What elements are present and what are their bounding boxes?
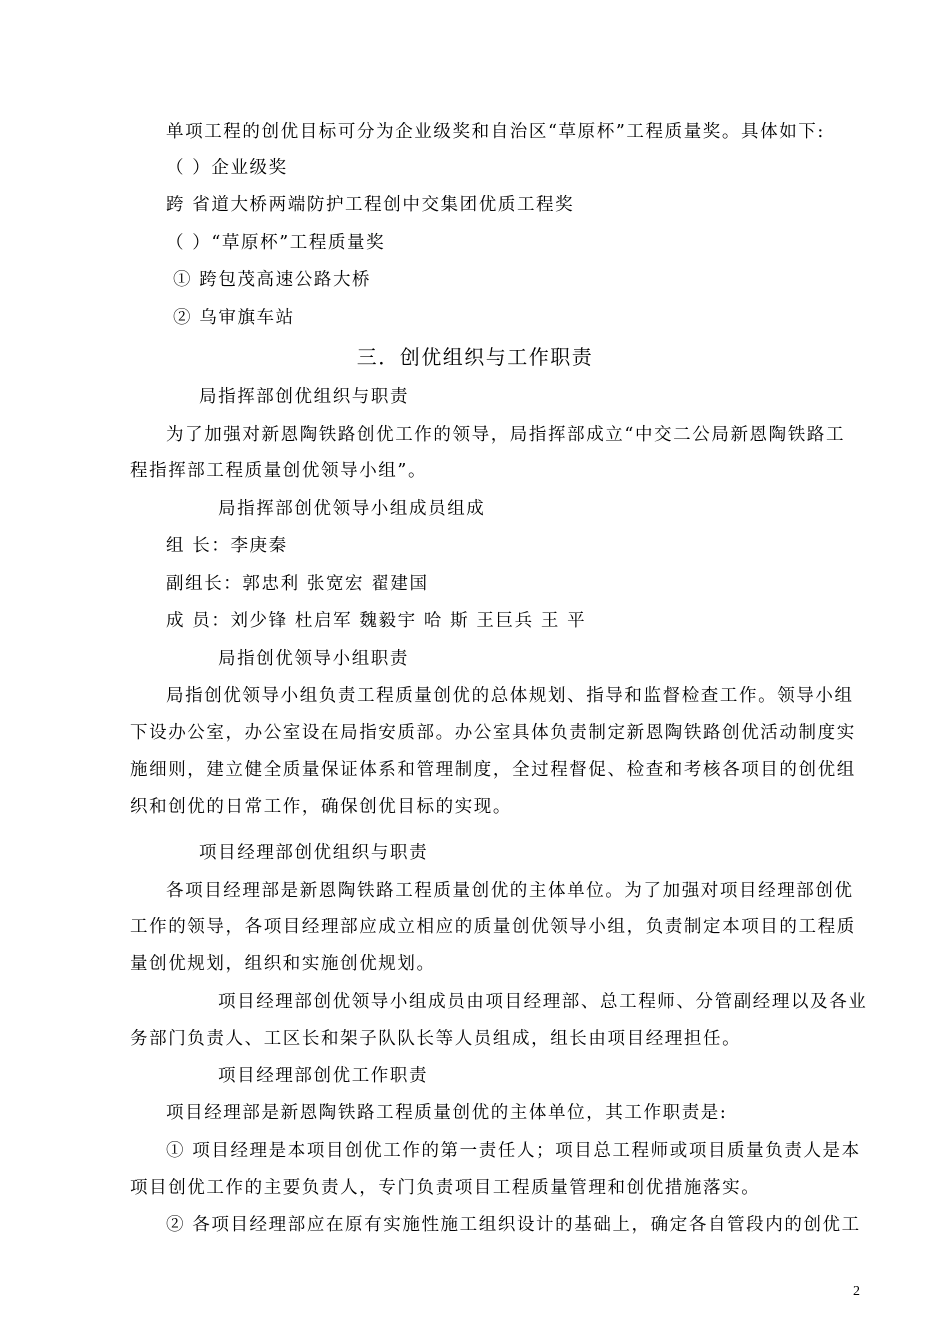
text-line: 单项工程的创优目标可分为企业级奖和自治区“草原杯”工程质量奖。具体如下:	[166, 122, 825, 142]
text-line: （ ）企业级奖	[166, 158, 288, 178]
text-line: 跨 省道大桥两端防护工程创中交集团优质工程奖	[166, 195, 575, 215]
list-item: ① 跨包茂高速公路大桥	[173, 270, 372, 290]
subheading: 项目经理部创优工作职责	[218, 1066, 429, 1086]
subheading: 项目经理部创优组织与职责	[199, 843, 429, 863]
list-item: ② 各项目经理部应在原有实施性施工组织设计的基础上，确定各自管段内的创优工	[166, 1215, 861, 1235]
text-line: 务部门负责人、工区长和架子队队长等人员组成，组长由项目经理担任。	[130, 1029, 742, 1049]
text-line: 织和创优的日常工作，确保创优目标的实现。	[130, 797, 512, 817]
text-line: 局指创优领导小组负责工程质量创优的总体规划、指导和监督检查工作。领导小组	[166, 686, 854, 706]
text-line: 程指挥部工程质量创优领导小组”。	[130, 461, 428, 481]
list-item: ② 乌审旗车站	[173, 308, 295, 328]
text-line: 量创优规划，组织和实施创优规划。	[130, 954, 436, 974]
member-line: 组 长：李庚秦	[166, 536, 288, 556]
text-line: 项目创优工作的主要负责人，专门负责项目工程质量管理和创优措施落实。	[130, 1178, 761, 1198]
subheading: 局指创优领导小组职责	[218, 649, 409, 669]
member-line: 成 员：刘少锋 杜启军 魏毅宇 哈 斯 王巨兵 王 平	[166, 611, 587, 631]
text-line: 项目经理部创优领导小组成员由项目经理部、总工程师、分管副经理以及各业	[218, 992, 868, 1012]
text-line: 工作的领导，各项目经理部应成立相应的质量创优领导小组，负责制定本项目的工程质	[130, 917, 856, 937]
text-line: （ ）“草原杯”工程质量奖	[166, 233, 386, 253]
text-line: 下设办公室，办公室设在局指安质部。办公室具体负责制定新恩陶铁路创优活动制度实	[130, 723, 856, 743]
list-item: ① 项目经理是本项目创优工作的第一责任人；项目总工程师或项目质量负责人是本	[166, 1141, 861, 1161]
text-line: 施细则，建立健全质量保证体系和管理制度，全过程督促、检查和考核各项目的创优组	[130, 760, 856, 780]
subheading: 局指挥部创优领导小组成员组成	[218, 499, 486, 519]
subheading: 局指挥部创优组织与职责	[199, 387, 410, 407]
text-line: 各项目经理部是新恩陶铁路工程质量创优的主体单位。为了加强对项目经理部创优	[166, 881, 854, 901]
page-number: 2	[853, 1284, 860, 1299]
section-heading: 三．创优组织与工作职责	[356, 345, 594, 369]
text-line: 项目经理部是新恩陶铁路工程质量创优的主体单位，其工作职责是:	[166, 1103, 728, 1123]
text-line: 为了加强对新恩陶铁路创优工作的领导，局指挥部成立“中交二公局新恩陶铁路工	[166, 425, 846, 445]
member-line: 副组长：郭忠利 张宽宏 翟建国	[166, 574, 429, 594]
